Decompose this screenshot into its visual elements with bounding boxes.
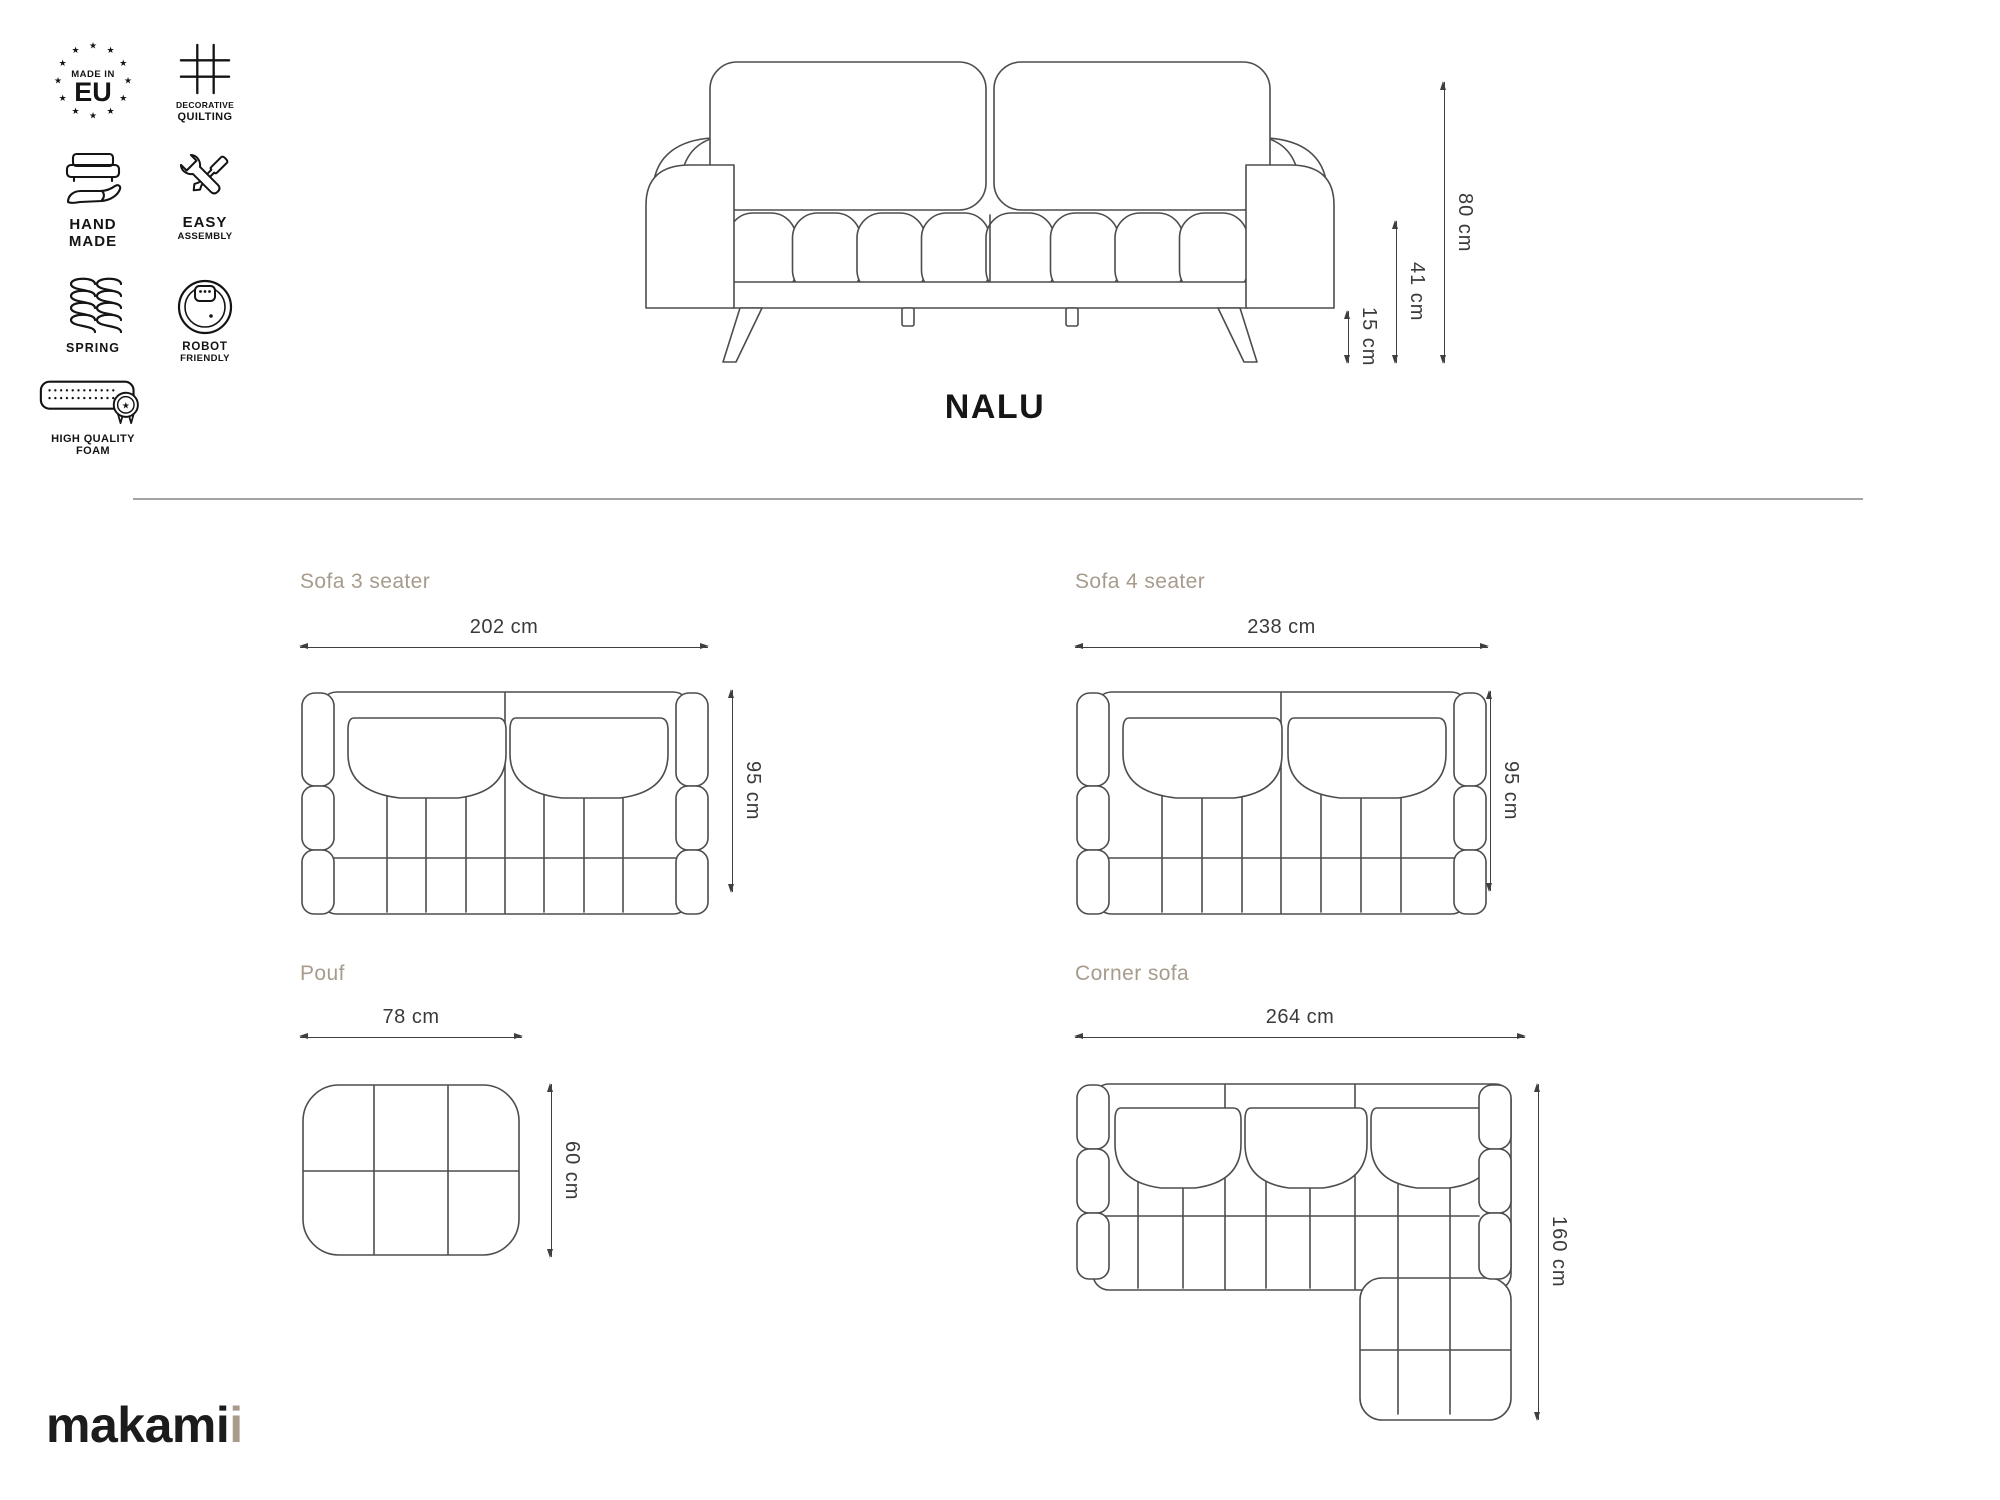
dim-arrow <box>551 1084 552 1257</box>
svg-text:★: ★ <box>53 75 63 86</box>
svg-text:★: ★ <box>71 45 80 56</box>
pouf-depth-dim <box>551 1084 583 1257</box>
quilting-label-line1: DECORATIVE <box>175 100 235 110</box>
svg-text:★: ★ <box>88 40 98 51</box>
badge-easy-assembly <box>162 148 248 242</box>
dim-arrow <box>1444 82 1445 363</box>
robot-label-line1: ROBOT <box>182 341 228 353</box>
dim-arrow <box>1075 647 1488 648</box>
dim-label: 95 cm <box>1500 761 1522 821</box>
brand-logo-main: makami <box>46 1397 230 1453</box>
sofa4-width-dim <box>1075 616 1488 648</box>
svg-text:★: ★ <box>106 45 115 56</box>
svg-text:★: ★ <box>58 93 67 103</box>
sofa-front-view-drawing <box>640 58 1340 368</box>
spring-icon <box>62 274 124 336</box>
dim-label: 15 cm <box>1358 307 1380 367</box>
section-label-pouf: Pouf <box>300 962 345 985</box>
sofa-4-seater-top-view <box>1075 690 1488 918</box>
dim-arrow <box>1396 221 1397 363</box>
dim-label: 264 cm <box>1265 1006 1335 1028</box>
dim-label: 95 cm <box>742 761 764 821</box>
foam-label-line1: HIGH QUALITY <box>51 433 135 445</box>
dim-label: 60 cm <box>561 1140 583 1201</box>
dim-label: 80 cm <box>1454 192 1476 253</box>
badge-hand-made <box>50 150 136 251</box>
quilting-label-line2: QUILTING <box>177 110 233 123</box>
dim-arrow <box>1490 691 1491 891</box>
front-height-dim <box>1444 82 1476 363</box>
dim-label: 160 cm <box>1548 1216 1570 1288</box>
hand-made-label-line1: HAND <box>69 216 117 233</box>
front-seat-height-dim <box>1396 221 1428 363</box>
foam-label-line2: FOAM <box>76 445 110 458</box>
dim-label: 78 cm <box>382 1006 440 1028</box>
sofa3-depth-dim <box>732 690 764 892</box>
svg-text:★: ★ <box>121 400 130 411</box>
svg-text:★: ★ <box>119 58 128 68</box>
svg-text:★: ★ <box>71 105 80 116</box>
svg-text:★: ★ <box>58 58 67 68</box>
foam-icon <box>37 372 149 428</box>
badge-decorative-quilting <box>162 42 248 123</box>
easy-assembly-label-line2: ASSEMBLY <box>177 230 233 242</box>
badge-robot-friendly <box>162 278 248 365</box>
hand-made-icon <box>60 150 126 212</box>
corner-depth-dim <box>1538 1084 1570 1420</box>
product-title: NALU <box>944 388 1046 426</box>
dim-label: 41 cm <box>1406 262 1428 322</box>
badge-made-in-eu <box>50 38 136 122</box>
dim-arrow <box>1538 1084 1539 1420</box>
section-label-sofa-3-seater: Sofa 3 seater <box>300 570 431 593</box>
dim-arrow <box>300 647 708 648</box>
pouf-width-dim <box>300 1006 522 1038</box>
dim-label: 202 cm <box>469 616 539 638</box>
dim-arrow <box>1348 311 1349 363</box>
svg-text:★: ★ <box>123 75 133 86</box>
svg-text:★: ★ <box>88 110 98 121</box>
sofa3-width-dim <box>300 616 708 648</box>
dim-label: 238 cm <box>1247 616 1316 638</box>
dim-arrow <box>300 1037 522 1038</box>
corner-width-dim <box>1075 1006 1525 1038</box>
made-in-label: MADE IN <box>71 69 115 80</box>
badge-high-quality-foam <box>28 372 158 458</box>
hand-made-label-line2: MADE <box>68 232 118 250</box>
tools-icon <box>174 148 236 210</box>
sofa-3-seater-top-view <box>300 690 710 918</box>
svg-text:★: ★ <box>106 105 115 116</box>
sofa4-depth-dim <box>1490 691 1522 891</box>
svg-text:★: ★ <box>119 93 128 103</box>
quilting-grid-icon <box>178 42 232 96</box>
corner-sofa-top-view <box>1075 1082 1515 1422</box>
robot-vacuum-icon <box>176 278 234 336</box>
robot-label-line2: FRIENDLY <box>180 352 230 364</box>
front-leg-height-dim <box>1348 307 1380 367</box>
section-divider <box>133 498 1863 500</box>
brand-logo <box>46 1396 243 1454</box>
badge-spring <box>50 274 136 355</box>
section-label-corner-sofa: Corner sofa <box>1075 962 1190 985</box>
dim-arrow <box>1075 1037 1525 1038</box>
made-in-eu-icon <box>51 38 135 122</box>
pouf-top-view <box>300 1082 522 1258</box>
brand-logo-accent: i <box>229 1397 243 1453</box>
section-label-sofa-4-seater: Sofa 4 seater <box>1075 570 1206 593</box>
easy-assembly-label-line1: EASY <box>182 214 228 231</box>
eu-label: EU <box>74 77 112 107</box>
spring-label: SPRING <box>66 341 120 355</box>
dim-arrow <box>732 690 733 892</box>
